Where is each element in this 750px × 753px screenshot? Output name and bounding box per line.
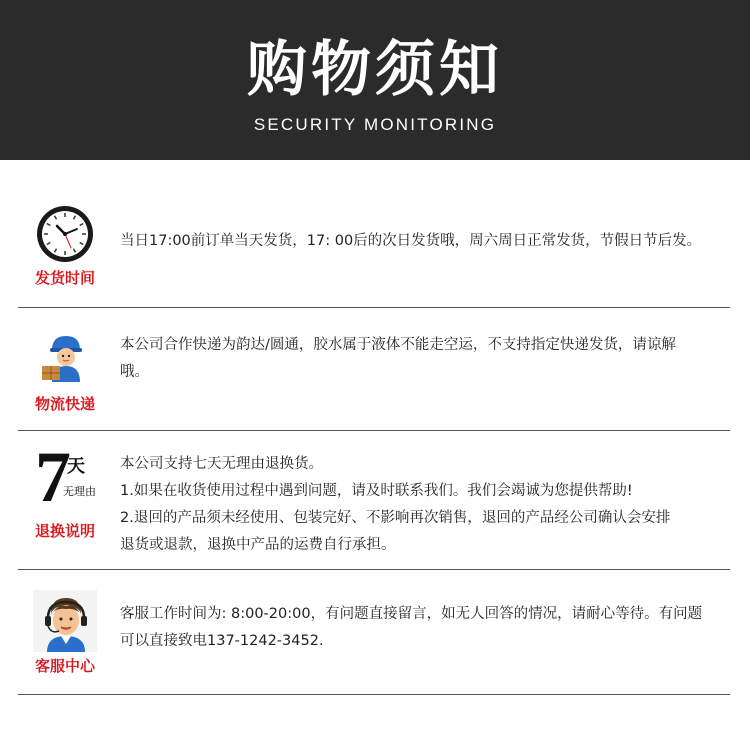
section-body (120, 332, 725, 386)
section-text-line: 可以直接致电137-1242-3452. (120, 633, 324, 649)
page-subtitle: SECURITY MONITORING (253, 115, 497, 134)
page-header (0, 0, 750, 160)
section-icon-column (18, 204, 112, 288)
section-label: 退换说明 (34, 522, 95, 540)
section-text-line: 2.退回的产品须未经使用、包装完好、不影响再次销售，退回的产品经公司确认会安排 (120, 510, 671, 526)
section-label: 发货时间 (34, 269, 95, 287)
clock-icon (35, 204, 95, 264)
section-returns (18, 431, 730, 570)
section-text-line: 当日17:00前订单当天发货，17: 00后的次日发货哦，周六周日正常发货，节假日节后发。 (120, 233, 702, 249)
section-shipping-time (18, 190, 730, 308)
section-text-line: 本公司合作快递为韵达/圆通，胶水属于液体不能走空运，不支持指定快递发货，请谅解 (120, 337, 676, 353)
seven-day-return-icon (33, 437, 97, 517)
section-label: 物流快递 (34, 395, 95, 413)
section-logistics (18, 308, 730, 431)
seven-digit: 7 (35, 437, 71, 517)
seven-day-char: 天 (67, 456, 85, 477)
section-customer-service (18, 570, 730, 695)
section-body (120, 228, 725, 255)
no-reason-text: 无理由 (63, 485, 96, 498)
section-text-line: 客服工作时间为: 8:00-20:00，有问题直接留言，如无人回答的情况，请耐心等待。有问题 (120, 606, 703, 622)
section-text-line: 1.如果在收货使用过程中遇到问题，请及时联系我们。我们会竭诚为您提供帮助! (120, 483, 633, 499)
section-text-line: 哦。 (120, 364, 149, 380)
customer-service-icon (33, 590, 97, 652)
delivery-man-icon (38, 330, 92, 384)
section-body (120, 451, 725, 559)
section-text-line: 本公司支持七天无理由退换货。 (120, 456, 323, 472)
section-icon-column (18, 330, 112, 414)
section-label: 客服中心 (34, 657, 95, 675)
section-text-line: 退货或退款，退换中产品的运费自行承担。 (120, 537, 396, 553)
section-icon-column (18, 590, 112, 676)
page-title: 购物须知 (247, 35, 503, 105)
section-icon-column (18, 437, 112, 541)
section-body (120, 601, 725, 655)
